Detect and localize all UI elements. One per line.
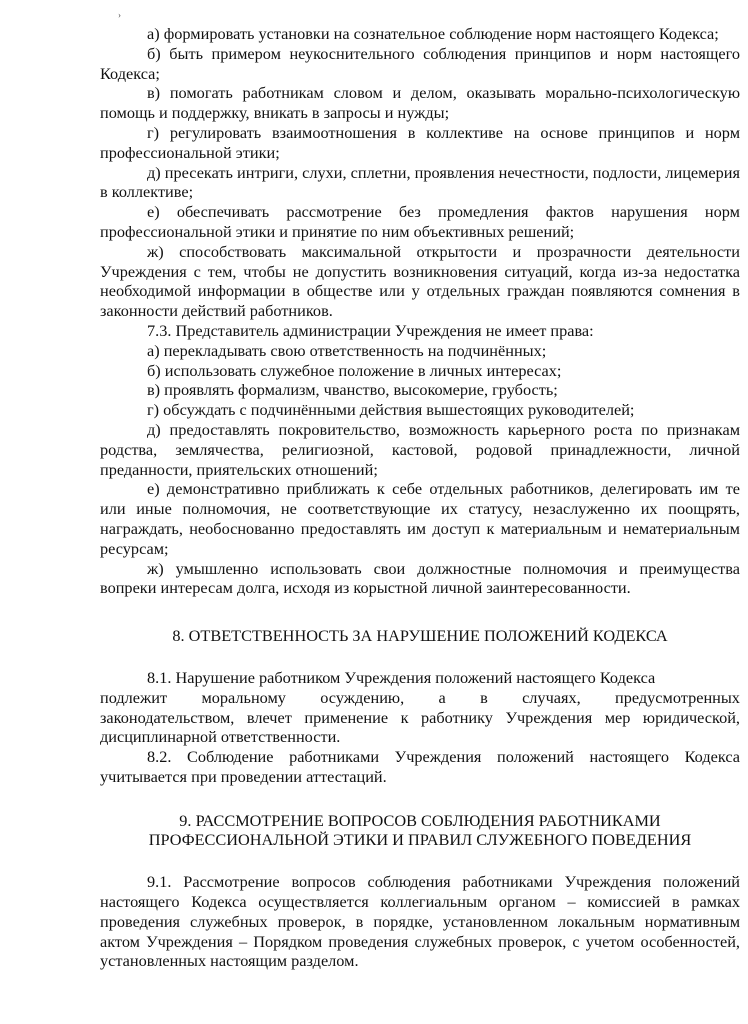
item-72-b: б) быть примером неукоснительного соблюдения принципов и норм настоящего Кодекса; xyxy=(100,43,740,83)
word: моральному xyxy=(201,687,286,707)
word: а xyxy=(438,687,446,707)
item-72-g: г) регулировать взаимоотношения в коллективе на основе принципов и норм профессиональной этики; xyxy=(100,122,740,162)
clause-9-1: 9.1. Рассмотрение вопросов соблюдения работниками Учреждения положений настоящего Кодекса осуществляется коллегиальным органом – комиссией в рамках проведения служебных проверок, в порядке, установленном локальным нормативным актом Учреждения – Порядком проведения служебных проверок, с учетом особенностей, установленных настоящим разделом. xyxy=(100,872,740,971)
item-73-zh: ж) умышленно использовать свои должностные полномочия и преимущества вопреки интересам долга, исходя из корыстной личной заинтересованности. xyxy=(100,558,740,598)
item-73-b: б) использовать служебное положение в личных интересах; xyxy=(147,360,562,380)
section-9-title-line1: 9. РАССМОТРЕНИЕ ВОПРОСОВ СОБЛЮДЕНИЯ РАБОТНИКАМИ xyxy=(179,810,661,830)
word: подлежит xyxy=(100,687,168,707)
section-9-title xyxy=(100,811,740,851)
clause-8-1-line2 xyxy=(100,688,740,708)
item-72-d: д) пресекать интриги, слухи, сплетни, проявления нечестности, подлости, лицемерия в коллективе; xyxy=(100,162,740,202)
clause-8-2: 8.2. Соблюдение работниками Учреждения положений настоящего Кодекса учитывается при проведении аттестаций. xyxy=(100,747,740,786)
word: случаях, xyxy=(522,687,581,707)
clause-8-1-line1: 8.1. Нарушение работником Учреждения положений настоящего Кодекса xyxy=(147,667,656,687)
item-73-e: е) демонстративно приближать к себе отдельных работников, делегировать им те или иные полномочия, не соответствующие их статусу, незаслуженно их поощрять, награждать, необоснованно предоставлять им доступ к материальным и нематериальным ресурсам; xyxy=(100,479,740,558)
word: осуждению, xyxy=(320,687,405,707)
item-72-a: а) формировать установки на сознательное соблюдение норм настоящего Кодекса; xyxy=(147,24,719,43)
section-8-title: 8. ОТВЕТСТВЕННОСТЬ ЗА НАРУШЕНИЕ ПОЛОЖЕНИЙ КОДЕКСА xyxy=(172,626,668,646)
clause-8-1-rest: законодательством, влечет применение к работнику Учреждения мер юридической, дисциплинарной ответственности. xyxy=(100,707,740,747)
word: в xyxy=(480,687,488,707)
item-72-e: е) обеспечивать рассмотрение без промедления фактов нарушения норм профессиональной этики и принятие по ним объективных решений; xyxy=(100,202,740,241)
word: предусмотренных xyxy=(615,687,740,707)
item-73-d: д) предоставлять покровительство, возможность карьерного роста по признакам родства, землячества, религиозной, кастовой, родовой принадлежности, личной преданности, приятельских отношений; xyxy=(100,419,740,479)
section-9-title-line2: ПРОФЕССИОНАЛЬНОЙ ЭТИКИ И ПРАВИЛ СЛУЖЕБНОГО ПОВЕДЕНИЯ xyxy=(148,830,692,850)
item-72-v: в) помогать работникам словом и делом, оказывать морально-психологическую помощь и поддержку, вникать в запросы и нужды; xyxy=(100,83,740,123)
item-73-a: а) перекладывать свою ответственность на подчинённых; xyxy=(147,340,547,360)
item-72-zh: ж) способствовать максимальной открытости и прозрачности деятельности Учреждения с тем, чтобы не допустить возникновения ситуаций, когда из-за недостатка необходимой информации в обществе или у отдельных граждан появляются сомнения в законности действий работников. xyxy=(100,241,740,321)
clause-7-3: 7.3. Представитель администрации Учреждения не имеет права: xyxy=(147,320,594,340)
document-page xyxy=(100,24,740,971)
item-73-g: г) обсуждать с подчинёнными действия вышестоящих руководителей; xyxy=(147,400,635,420)
item-73-v: в) проявлять формализм, чванство, высокомерие, грубость; xyxy=(147,380,558,400)
page-mark: › xyxy=(118,10,121,20)
